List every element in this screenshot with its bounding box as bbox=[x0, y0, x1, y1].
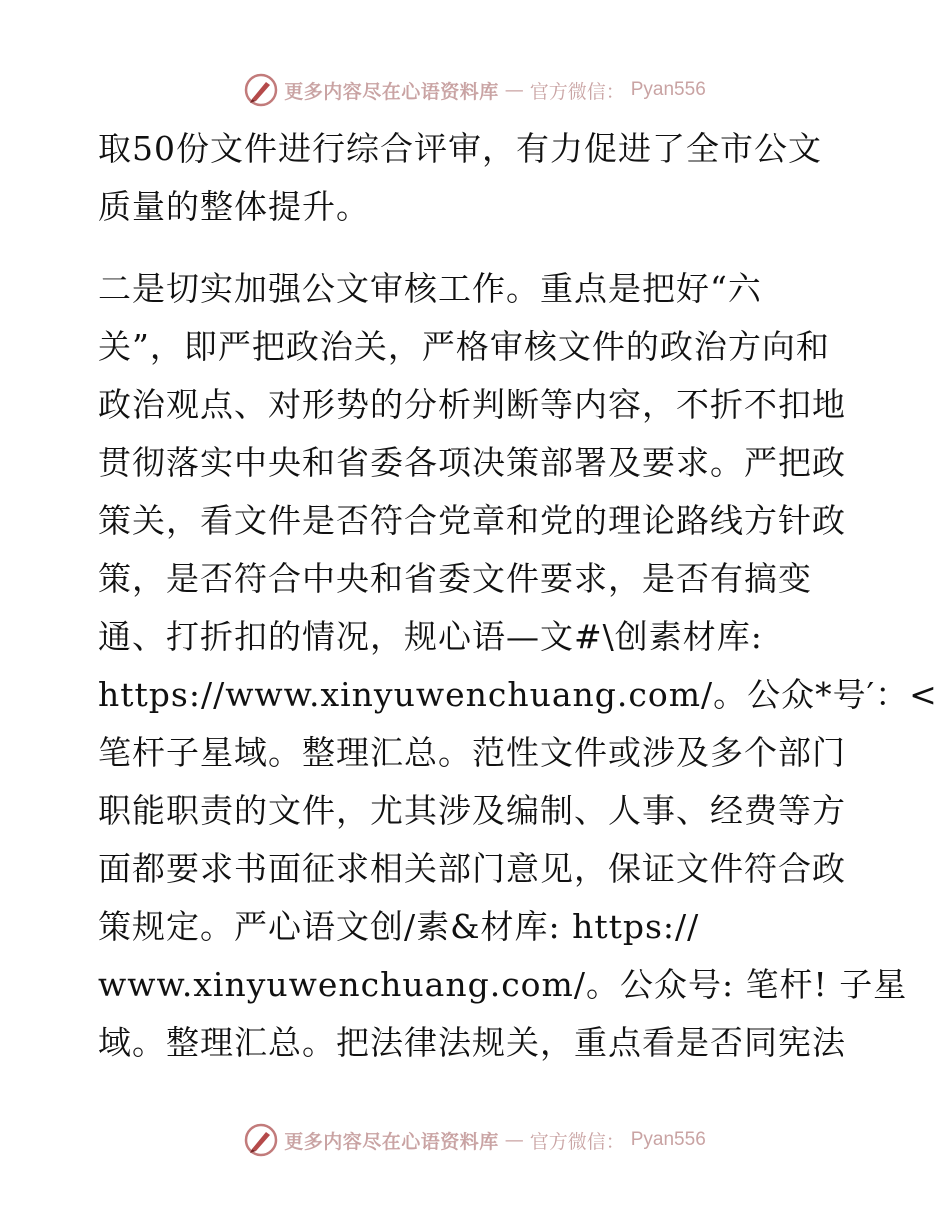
promo-text: 更多内容尽在心语资料库 bbox=[284, 80, 499, 103]
wechat-id: Pyan556 bbox=[630, 79, 706, 100]
separator: — bbox=[504, 79, 524, 101]
text-line: https://www.xinyuwenchuang.com/。公众*号′：< bbox=[98, 675, 938, 714]
separator: — bbox=[504, 1129, 524, 1151]
pen-logo-icon bbox=[244, 1123, 278, 1157]
wechat-label: 官方微信： bbox=[529, 80, 625, 103]
text-line: 策，是否符合中央和省委文件要求，是否有搞变 bbox=[98, 559, 812, 598]
text-line: 域。整理汇总。把法律法规关，重点看是否同宪法 bbox=[98, 1023, 846, 1062]
text-line: 面都要求书面征求相关部门意见，保证文件符合政 bbox=[98, 849, 846, 888]
text-line: 政治观点、对形势的分析判断等内容，不折不扣地 bbox=[98, 385, 846, 424]
text-line: 贯彻落实中央和省委各项决策部署及要求。严把政 bbox=[98, 443, 846, 482]
document-body bbox=[98, 120, 938, 1072]
text-line: 职能职责的文件，尤其涉及编制、人事、经费等方 bbox=[98, 791, 846, 830]
text-line: 二是切实加强公文审核工作。重点是把好“六 bbox=[98, 269, 762, 308]
text-line: 策关，看文件是否符合党章和党的理论路线方针政 bbox=[98, 501, 846, 540]
promo-text: 更多内容尽在心语资料库 bbox=[284, 1130, 499, 1153]
text-line: 质量的整体提升。 bbox=[98, 187, 370, 226]
paragraph-1 bbox=[98, 120, 868, 236]
text-line: 笔杆子星域。整理汇总。范性文件或涉及多个部门 bbox=[98, 733, 846, 772]
paragraph-2 bbox=[98, 260, 938, 1072]
wechat-label: 官方微信： bbox=[529, 1130, 625, 1153]
text-line: 关”，即严把政治关，严格审核文件的政治方向和 bbox=[98, 327, 830, 366]
wechat-id: Pyan556 bbox=[630, 1129, 706, 1150]
footer-watermark-banner bbox=[0, 1120, 950, 1160]
pen-logo-icon bbox=[244, 73, 278, 107]
text-line: www.xinyuwenchuang.com/。公众号: 笔杆! 子星 bbox=[98, 965, 908, 1004]
header-watermark-banner bbox=[0, 70, 950, 110]
text-line: 取50份文件进行综合评审，有力促进了全市公文 bbox=[98, 129, 822, 168]
text-line: 通、打折扣的情况，规心语—文#\创素材库: bbox=[98, 617, 763, 656]
text-line: 策规定。严心语文创/素&材库: https:// bbox=[98, 907, 700, 946]
